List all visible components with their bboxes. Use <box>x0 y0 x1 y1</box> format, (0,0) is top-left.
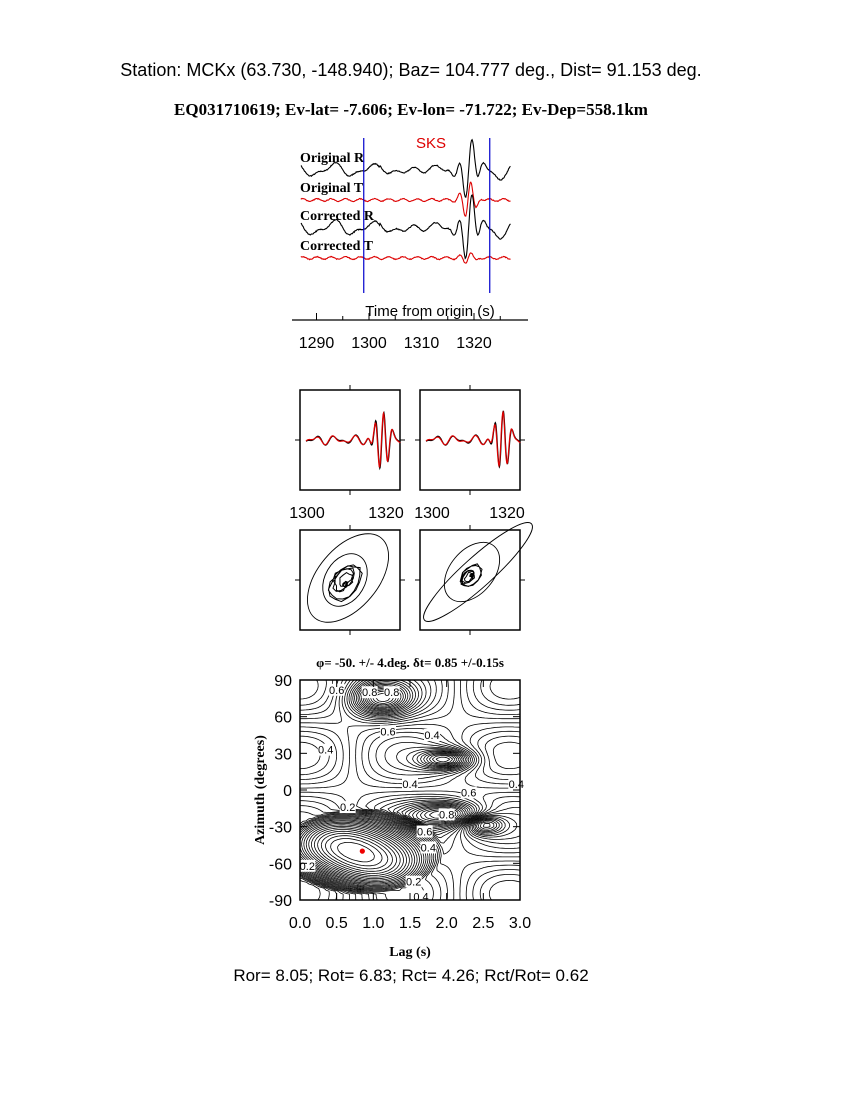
waveform-t-trace <box>426 412 520 466</box>
contour-label: 0.4 <box>424 730 440 742</box>
stats-footer: Ror= 8.05; Rot= 6.83; Rct= 4.26; Rct/Rot= 0.62 <box>233 966 589 985</box>
particle-ellipse-inner-left <box>314 546 377 614</box>
time-axis-label: Time from origin (s) <box>365 303 495 320</box>
traces-panel <box>292 135 528 352</box>
best-fit-point <box>360 849 365 854</box>
contour-line <box>331 839 383 866</box>
time-tick-label: 1290 <box>298 335 335 352</box>
time-tick-label: 1320 <box>456 335 492 352</box>
contour-label: 0.4 <box>402 778 418 791</box>
contour-label: 0.4 <box>318 744 334 757</box>
x-tick-label: 0.5 <box>325 915 348 932</box>
y-tick-label: -30 <box>268 819 292 837</box>
contour-label: 0.4 <box>508 778 524 791</box>
trace-label-original-r: Original R <box>300 151 365 166</box>
y-tick-label: 30 <box>274 746 292 764</box>
x-tick-label: 0.0 <box>288 915 312 932</box>
station-header: Station: MCKx (63.730, -148.940); Baz= 104.777 deg., Dist= 91.153 deg. <box>120 60 702 80</box>
contour-label: 0.8 <box>384 687 400 700</box>
phase-label: SKS <box>415 135 447 152</box>
trace-corrected-t <box>301 253 511 263</box>
time-tick-label: 1310 <box>403 335 440 352</box>
trace-label-original-t: Original T <box>300 181 364 196</box>
particle-path-right <box>415 525 525 635</box>
waveform-left-traces <box>295 385 405 495</box>
x-tick-label: 1.5 <box>398 915 422 932</box>
y-axis-title: Azimuth (degrees) <box>253 735 268 845</box>
waveform-panel-left <box>289 385 405 522</box>
y-tick-label: 90 <box>274 673 292 690</box>
trace-label-corrected-r: Corrected R <box>300 209 374 224</box>
tick-label-right-1320: 1320 <box>489 505 525 522</box>
contour-label: 0.6 <box>461 787 477 800</box>
contour-label: 0.2 <box>406 876 422 889</box>
waveform-right-traces <box>415 385 525 495</box>
tick-label-left-1300: 1300 <box>289 505 325 522</box>
contour-label: 0.4 <box>420 842 436 855</box>
particle-trajectory <box>328 565 362 602</box>
particle-motion-left <box>292 519 405 637</box>
contour-label: 0.6 <box>417 826 433 839</box>
contour-label: 0.6 <box>380 726 396 739</box>
event-header: EQ031710619; Ev-lat= -7.606; Ev-lon= -71.722; Ev-Dep=558.1km <box>174 100 648 119</box>
y-tick-label: -90 <box>268 893 292 910</box>
x-tick-label: 2.5 <box>472 915 495 932</box>
tick-label-right-1300: 1300 <box>414 505 450 522</box>
x-tick-label: 1.0 <box>362 915 385 932</box>
contour-label: 0.8 <box>362 687 378 700</box>
x-tick-label: 3.0 <box>508 915 532 932</box>
y-tick-label: 60 <box>274 709 292 727</box>
contour-title: φ= -50. +/- 4.deg. δt= 0.85 +/-0.15s <box>316 655 504 670</box>
contour-label: 0.2 <box>340 802 356 815</box>
particle-ellipse-inner-right <box>433 532 510 612</box>
contour-plot <box>253 655 531 960</box>
time-tick-label: 1300 <box>351 335 387 352</box>
contour-label: 0.4 <box>413 891 429 904</box>
contour-label: 0.8 <box>439 809 455 822</box>
x-tick-label: 2.0 <box>435 915 458 932</box>
contour-label: 0.6 <box>329 684 345 697</box>
particle-ellipse-outer-left <box>292 519 405 637</box>
y-tick-label: -60 <box>268 856 292 874</box>
contour-label: 0.2 <box>299 860 315 873</box>
waveform-panel-right <box>414 385 525 522</box>
particle-trajectory <box>460 564 482 587</box>
tick-label-left-1320: 1320 <box>368 505 404 522</box>
particle-motion-right <box>414 513 541 635</box>
y-tick-label: 0 <box>283 783 292 800</box>
x-axis-title: Lag (s) <box>389 945 431 960</box>
trace-label-corrected-t: Corrected T <box>300 239 373 254</box>
